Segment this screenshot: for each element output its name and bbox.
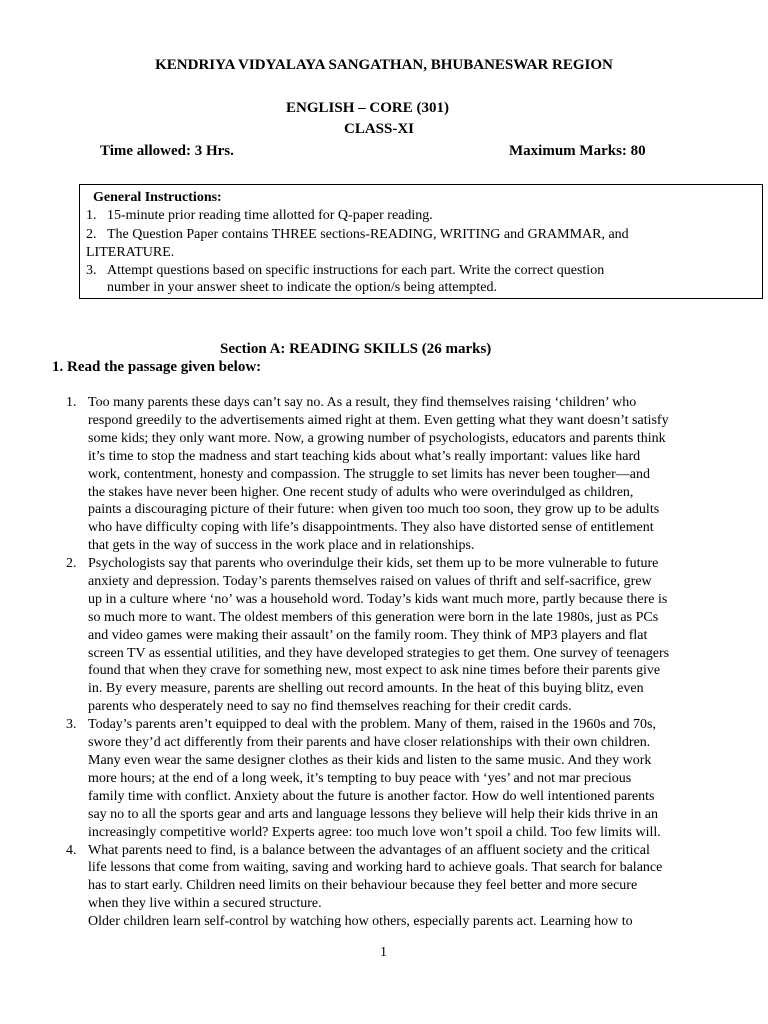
paragraph-line: respond greedily to the advertisements aimed right at them. Even getting what they want doesn’t satisfy xyxy=(88,412,669,428)
instruction-line: LITERATURE. xyxy=(86,245,175,260)
paragraph-line: when they live within a secured structure. xyxy=(88,896,322,912)
org-heading: KENDRIYA VIDYALAYA SANGATHAN, BHUBANESWAR REGION xyxy=(155,57,613,73)
paragraph-line: has to start early. Children need limits on their behaviour because they feel better and more secure xyxy=(88,878,638,894)
paragraph-line: Older children learn self-control by watching how others, especially parents act. Learning how to xyxy=(88,914,633,930)
paragraph-line: say no to all the sports gear and arts and language lessons they believe will help their kids thrive in an xyxy=(88,806,658,822)
instruction-number: 3. xyxy=(86,263,97,278)
instruction-line: The Question Paper contains THREE sections-READING, WRITING and GRAMMAR, and xyxy=(107,227,629,242)
paragraph-number: 1. xyxy=(66,395,77,410)
paragraph-line: Many even wear the same designer clothes as their kids and listen to the same music. And they work xyxy=(88,752,652,768)
paragraph-line: parents who desperately need to say no find themselves reaching for their credit cards. xyxy=(88,699,572,715)
paragraph-line: up in a culture where ‘no’ was a household word. Today’s kids want much more, partly because there is xyxy=(88,591,668,607)
paragraph-line: who have difficulty coping with life’s disappointments. They also have distorted sense of entitlement xyxy=(88,520,654,536)
section-title: Section A: READING SKILLS (26 marks) xyxy=(220,341,492,357)
paragraph-line: swore they’d act differently from their parents and have closer relationships with their own children. xyxy=(88,735,651,751)
paragraph-line: anxiety and depression. Today’s parents themselves raised on values of thrift and self-sacrifice, grew xyxy=(88,573,652,589)
time-allowed: Time allowed: 3 Hrs. xyxy=(100,143,234,159)
instruction-number: 1. xyxy=(86,208,97,223)
paragraph-line: screen TV as essential utilities, and they have developed strategies to get them. One survey of teenagers xyxy=(88,645,670,661)
paragraph-number: 2. xyxy=(66,556,77,572)
instruction-line: number in your answer sheet to indicate the option/s being attempted. xyxy=(107,280,497,295)
paragraph-line: it’s time to stop the madness and start teaching kids about what’s really important: values like hard xyxy=(88,448,641,464)
paragraph-line: Psychologists say that parents who overindulge their kids, set them up to be more vulnerable to future xyxy=(88,556,659,572)
page-number: 1 xyxy=(380,945,387,960)
paragraph-number: 4. xyxy=(66,842,77,858)
paragraph-line: more hours; at the end of a long week, it’s tempting to buy peace with ‘yes’ and not mar precious xyxy=(88,770,632,786)
instruction-line: 15-minute prior reading time allotted for Q-paper reading. xyxy=(107,208,433,223)
paragraph-line: Today’s parents aren’t equipped to deal with the problem. Many of them, raised in the 1960s and 70s, xyxy=(88,717,656,733)
paragraph-line: some kids; they only want more. Now, a growing number of psychologists, educators and parents think xyxy=(88,430,666,446)
question-prompt: 1. Read the passage given below: xyxy=(52,359,262,375)
class-heading: CLASS-XI xyxy=(344,121,415,137)
paragraph-line: so much more to want. The oldest members of this generation were born in the late 1980s, just as PCs xyxy=(88,609,659,625)
instruction-line: Attempt questions based on specific instructions for each part. Write the correct question xyxy=(107,263,605,278)
paragraph-line: the stakes have never been higher. One recent study of adults who were overindulged as children, xyxy=(88,484,634,500)
paragraph-line: paints a discouraging picture of their future: when given too much too soon, they grow up to be adults xyxy=(88,502,660,518)
paragraph-line: Too many parents these days can’t say no. As a result, they find themselves raising ‘children’ who xyxy=(88,395,637,410)
general-instructions-box xyxy=(79,184,763,299)
instructions-title: General Instructions: xyxy=(93,190,222,205)
paragraph-line: What parents need to find, is a balance between the advantages of an affluent society and the critical xyxy=(88,842,650,858)
paragraph-line: and video games were making their assault’ on the family room. They think of MP3 players and flat xyxy=(88,627,648,643)
maximum-marks: Maximum Marks: 80 xyxy=(509,143,646,159)
paragraph-line: work, contentment, honesty and compassion. The struggle to set limits has never been tougher—and xyxy=(88,466,650,482)
paragraph-line: in. By every measure, parents are shelling out record amounts. In the heat of this buying blitz, even xyxy=(88,681,644,697)
paragraph-line: family time with conflict. Anxiety about the future is another factor. How do well intentioned parents xyxy=(88,788,655,804)
paragraph-line: that gets in the way of success in the work place and in relationships. xyxy=(88,538,475,554)
instruction-number: 2. xyxy=(86,227,97,242)
paragraph-line: increasingly competitive world? Experts agree: too much love won’t spoil a child. Too few limits will. xyxy=(88,824,661,840)
paragraph-number: 3. xyxy=(66,717,77,733)
paragraph-line: found that when they crave for something new, most expect to ask nine times before their parents give xyxy=(88,663,661,679)
subject-heading: ENGLISH – CORE (301) xyxy=(286,100,449,116)
paragraph-line: life lessons that come from waiting, saving and working hard to achieve goals. That search for balance xyxy=(88,860,663,876)
